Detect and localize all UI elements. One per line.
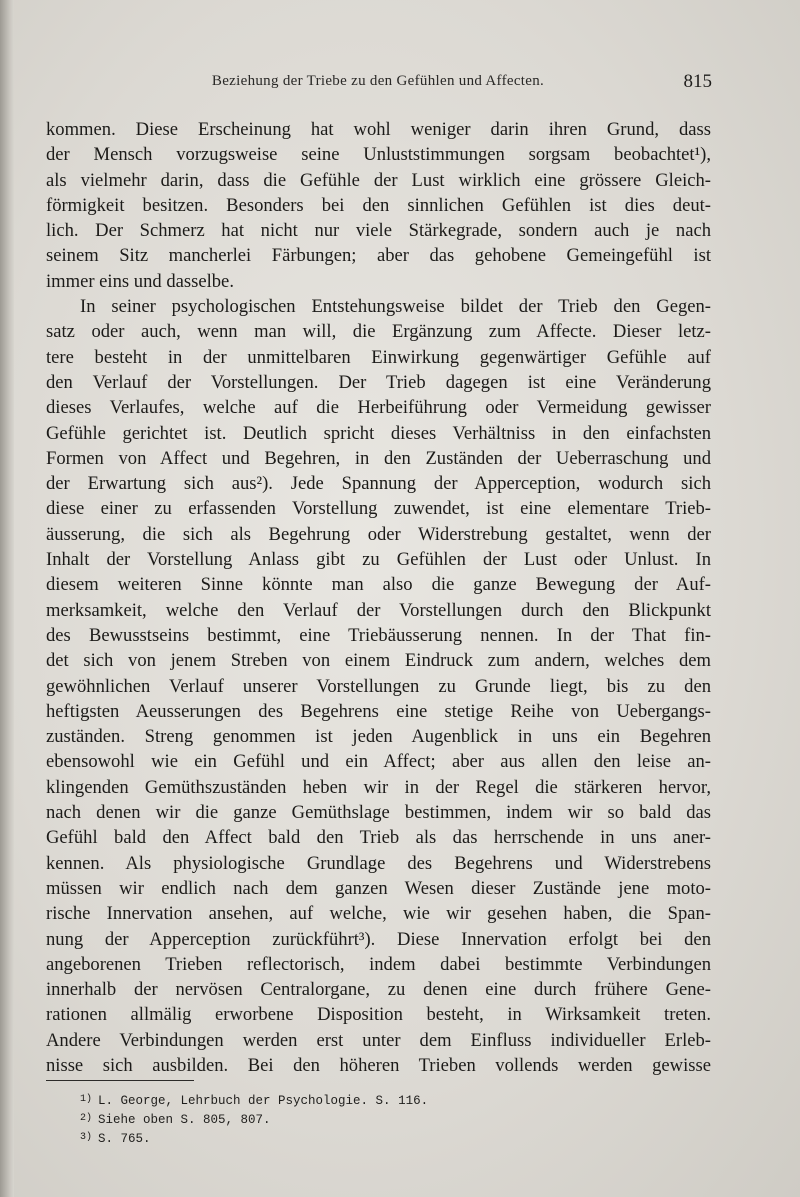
text-line: seinem Sitz mancherlei Färbungen; aber das gehobene Gemeingefühl ist	[46, 245, 711, 267]
text-line: satz oder auch, wenn man will, die Ergänzung zum Affecte. Dieser letz-	[46, 321, 711, 343]
footnotes	[80, 1091, 428, 1148]
text-line: Gefühle gerichtet ist. Deutlich spricht dieses Verhältniss in den einfachsten	[46, 422, 711, 444]
footnote-text: S. 765.	[98, 1132, 151, 1146]
footnote-marker: 1)	[80, 1094, 93, 1105]
text-line: Formen von Affect und Begehren, in den Zuständen der Ueberraschung und	[46, 447, 711, 469]
text-line: det sich von jenem Streben von einem Eindruck zum andern, welches dem	[46, 650, 711, 672]
text-line: gewöhnlichen Verlauf unserer Vorstellungen zu Grunde liegt, bis zu den	[46, 675, 711, 697]
text-line: rische Innervation ansehen, auf welche, wie wir gesehen haben, die Span-	[46, 903, 711, 925]
text-line: des Bewusstseins bestimmt, eine Triebäusserung nennen. In der That fin-	[46, 624, 711, 646]
text-line: zuständen. Streng genommen ist jeden Augenblick in uns ein Begehren	[46, 726, 711, 748]
text-line: Inhalt der Vorstellung Anlass gibt zu Gefühlen der Lust oder Unlust. In	[46, 549, 711, 571]
footnote-divider	[46, 1080, 194, 1081]
text-line: der Erwartung sich aus²). Jede Spannung der Apperception, wodurch sich	[46, 473, 711, 495]
footnote	[80, 1129, 428, 1148]
text-line: müssen wir endlich nach dem ganzen Wesen dieser Zustände jene moto-	[46, 877, 711, 899]
text-line: angeborenen Trieben reflectorisch, indem dabei bestimmte Verbindungen	[46, 953, 711, 975]
footnote-text: Siehe oben S. 805, 807.	[98, 1113, 271, 1127]
text-line: als vielmehr darin, dass die Gefühle der Lust wirklich eine grössere Gleich-	[46, 169, 711, 191]
text-line: innerhalb der nervösen Centralorgane, zu denen eine durch frühere Gene-	[46, 979, 711, 1001]
text-line: nung der Apperception zurückführt³). Diese Innervation erfolgt bei den	[46, 928, 711, 950]
text-line: ebensowohl wie ein Gefühl und ein Affect; aber aus allen den leise an-	[46, 751, 711, 773]
text-line: den Verlauf der Vorstellungen. Der Trieb dagegen ist eine Veränderung	[46, 371, 711, 393]
text-line: nach denen wir die ganze Gemüthslage bestimmen, indem wir so bald das	[46, 802, 711, 824]
text-line: dieses Verlaufes, welche auf die Herbeiführung oder Vermeidung gewisser	[46, 397, 711, 419]
text-line: rationen allmälig erworbene Disposition besteht, in Wirksamkeit treten.	[46, 1004, 711, 1026]
page-number: 815	[683, 71, 712, 92]
footnote-marker: 2)	[80, 1113, 93, 1124]
footnote	[80, 1110, 428, 1129]
text-line: diesem weiteren Sinne könnte man also die ganze Bewegung der Auf-	[46, 574, 711, 596]
footnote-text: L. George, Lehrbuch der Psychologie. S. 116.	[98, 1094, 429, 1108]
text-line: Andere Verbindungen werden erst unter dem Einfluss individueller Erleb-	[46, 1029, 711, 1051]
text-line: klingenden Gemüthszuständen heben wir in der Regel die stärkeren hervor,	[46, 776, 711, 798]
text-line: äusserung, die sich als Begehrung oder Widerstrebung gestaltet, wenn der	[46, 523, 711, 545]
text-line: der Mensch vorzugsweise seine Unluststimmungen sorgsam beobachtet¹),	[46, 144, 711, 166]
footnote	[80, 1091, 428, 1110]
text-line: nisse sich ausbilden. Bei den höheren Trieben vollends werden gewisse	[46, 1054, 711, 1076]
text-line: diese einer zu erfassenden Vorstellung zuwendet, ist eine elementare Trieb-	[46, 498, 711, 520]
body-text	[46, 117, 711, 1078]
text-line: immer eins und dasselbe.	[46, 270, 234, 292]
text-line: lich. Der Schmerz hat nicht nur viele Stärkegrade, sondern auch je nach	[46, 220, 711, 242]
text-line: Gefühl bald den Affect bald den Trieb als das herrschende in uns aner-	[46, 827, 711, 849]
text-line: heftigsten Aeusserungen des Begehrens eine stetige Reihe von Uebergangs-	[46, 700, 711, 722]
text-line: tere besteht in der unmittelbaren Einwirkung gegenwärtiger Gefühle auf	[46, 346, 711, 368]
page-edge-shadow	[0, 0, 14, 1197]
text-line: kommen. Diese Erscheinung hat wohl weniger darin ihren Grund, dass	[46, 119, 711, 140]
running-header: Beziehung der Triebe zu den Gefühlen und Affecten.	[211, 73, 545, 89]
text-line: kennen. Als physiologische Grundlage des Begehrens und Widerstrebens	[46, 852, 711, 874]
text-line: merksamkeit, welche den Verlauf der Vorstellungen durch den Blickpunkt	[46, 599, 711, 621]
text-line: förmigkeit besitzen. Besonders bei den sinnlichen Gefühlen ist dies deut-	[46, 194, 711, 216]
text-line: In seiner psychologischen Entstehungsweise bildet der Trieb den Gegen-	[80, 296, 711, 318]
footnote-marker: 3)	[80, 1132, 93, 1143]
